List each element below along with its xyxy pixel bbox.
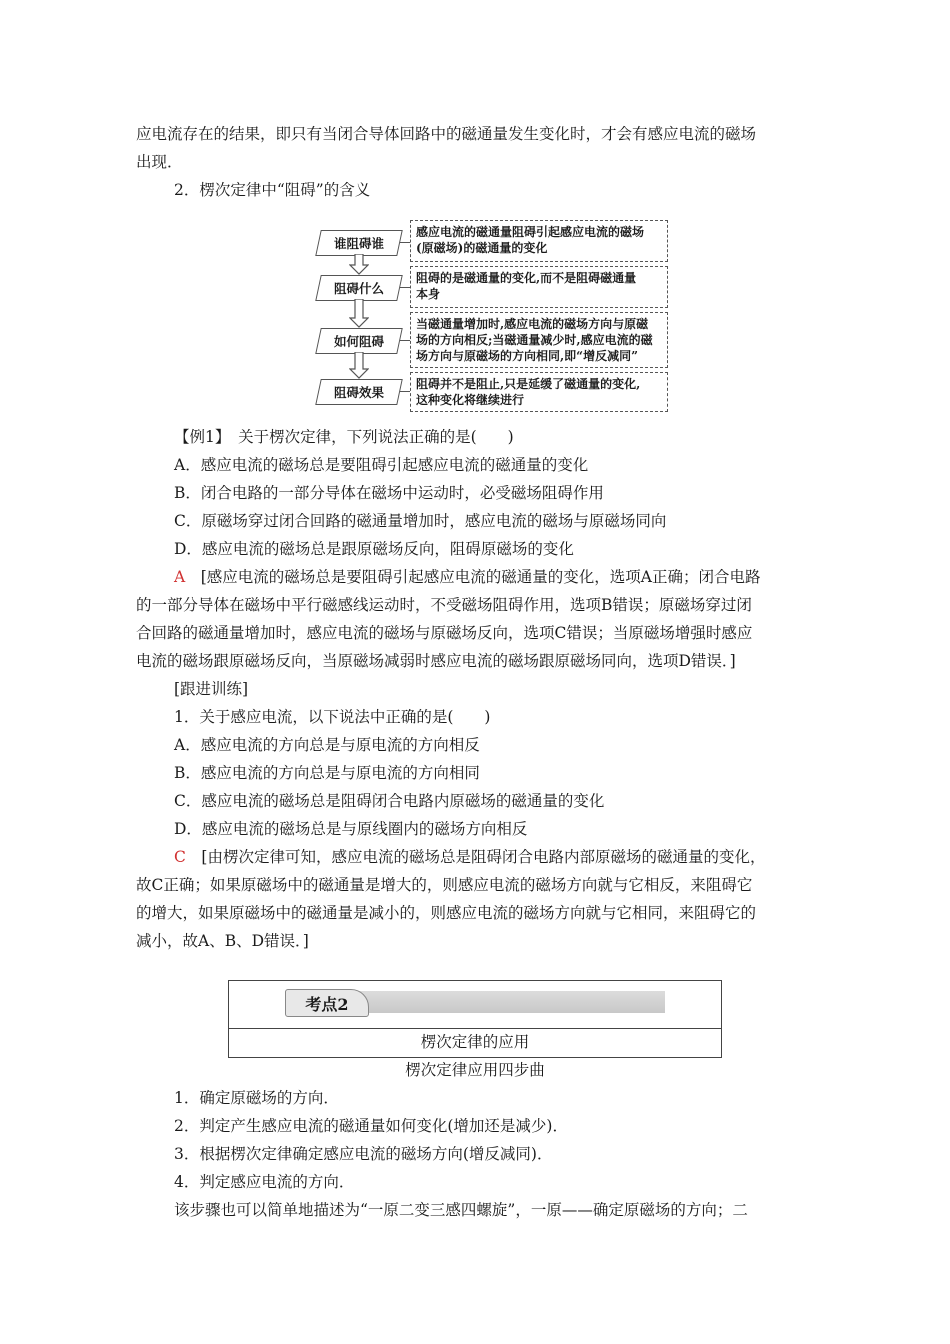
step-1: 1．确定原磁场的方向． bbox=[174, 1089, 339, 1107]
practice-option-a: A．感应电流的方向总是与原电流的方向相反 bbox=[174, 736, 480, 754]
example-1-answer-line-2: 的一部分导体在磁场中平行磁感线运动时，不受磁场阻碍作用，选项B错误；原磁场穿过闭 bbox=[136, 596, 752, 614]
flow-step-3-label: 如何阻碍 bbox=[333, 334, 384, 349]
practice-option-d: D．感应电流的磁场总是与原线圈内的磁场方向相反 bbox=[174, 820, 528, 838]
flow-note-3 bbox=[410, 312, 668, 368]
practice-answer-line-2: 故C正确；如果原磁场中的磁通量是增大的，则感应电流的磁场方向就与它相反，来阻碍它 bbox=[136, 876, 753, 894]
flowchart bbox=[316, 216, 676, 416]
practice-answer-line-1 bbox=[174, 847, 765, 867]
example-1-option-c: C．原磁场穿过闭合回路的磁通量增加时，感应电流的磁场与原磁场同向 bbox=[174, 512, 667, 530]
flow-note-2-line-2: 本身 bbox=[416, 287, 441, 301]
example-1-answer-text: [感应电流的磁场总是要阻碍引起感应电流的磁通量的变化，选项A正确；闭合电路 bbox=[200, 568, 761, 586]
practice-heading: [跟进训练] bbox=[174, 680, 249, 698]
flow-note-4-line-2: 这种变化将继续进行 bbox=[416, 393, 525, 407]
flow-note-2-line-1: 阻碍的是磁通量的变化,而不是阻碍磁通量 bbox=[416, 271, 637, 285]
flow-arrow-1-icon bbox=[349, 254, 369, 275]
flow-step-4 bbox=[315, 379, 403, 405]
practice-option-b: B．感应电流的方向总是与原电流的方向相同 bbox=[174, 764, 480, 782]
intro-line-2: 出现． bbox=[136, 153, 183, 171]
step-3: 3．根据楞次定律确定感应电流的磁场方向(增反减同)． bbox=[174, 1145, 553, 1163]
flow-note-1-line-1: 感应电流的磁通量阻碍引起感应电流的磁场 bbox=[416, 225, 645, 239]
flow-connector-1 bbox=[400, 242, 410, 243]
flow-note-4-line-1: 阻碍并不是阻止,只是延缓了磁通量的变化, bbox=[416, 377, 641, 391]
flow-step-1-label: 谁阻碍谁 bbox=[333, 236, 384, 251]
example-1-answer-line-4: 电流的磁场跟原磁场反向，当原磁场减弱时感应电流的磁场跟原磁场同向，选项D错误．] bbox=[136, 652, 736, 670]
practice-answer-text: [由楞次定律可知，感应电流的磁场总是阻碍闭合电路内部原磁场的磁通量的变化， bbox=[201, 848, 766, 866]
practice-answer-letter: C bbox=[174, 848, 186, 866]
flow-note-2 bbox=[410, 266, 668, 308]
step-4: 4．判定感应电流的方向． bbox=[174, 1173, 355, 1191]
example-1-option-b: B．闭合电路的一部分导体在磁场中运动时，必受磁场阻碍作用 bbox=[174, 484, 604, 502]
example-1-option-d: D．感应电流的磁场总是跟原磁场反向，阻碍原磁场的变化 bbox=[174, 540, 574, 558]
section-title: 楞次定律的应用 bbox=[420, 1033, 530, 1051]
flow-connector-4 bbox=[400, 391, 410, 392]
example-1-answer-letter: A bbox=[174, 568, 186, 586]
section-heading-2: 2．楞次定律中“阻碍”的含义 bbox=[174, 181, 371, 199]
flow-step-1 bbox=[315, 230, 403, 256]
section-subtitle: 楞次定律应用四步曲 bbox=[405, 1061, 545, 1079]
example-1-answer-line-3: 合回路的磁通量增加时，感应电流的磁场与原磁场反向，选项C错误；当原磁场增强时感应 bbox=[136, 624, 753, 642]
flow-note-3-line-3: 场方向与原磁场的方向相同,即“增反减同” bbox=[416, 349, 638, 363]
example-1-answer-line-1 bbox=[174, 567, 760, 587]
flow-connector-2 bbox=[400, 287, 410, 288]
practice-question: 1．关于感应电流，以下说法中正确的是( ) bbox=[174, 708, 491, 726]
section-tag: 考点2 bbox=[285, 989, 369, 1017]
closing-text: 该步骤也可以简单地描述为“一原二变三感四螺旋”，一原——确定原磁场的方向；二 bbox=[174, 1201, 748, 1219]
flow-note-1 bbox=[410, 220, 668, 262]
flow-arrow-3-icon bbox=[349, 352, 369, 379]
flow-step-3 bbox=[315, 328, 403, 354]
example-1-option-a: A．感应电流的磁场总是要阻碍引起感应电流的磁通量的变化 bbox=[174, 456, 589, 474]
flow-step-4-label: 阻碍效果 bbox=[333, 385, 384, 400]
intro-line-1: 应电流存在的结果，即只有当闭合导体回路中的磁通量发生变化时，才会有感应电流的磁场 bbox=[136, 125, 757, 143]
flow-step-2 bbox=[315, 275, 403, 301]
flow-arrow-2-icon bbox=[349, 299, 369, 328]
flow-connector-3 bbox=[400, 340, 410, 341]
practice-option-c: C．感应电流的磁场总是阻碍闭合电路内原磁场的磁通量的变化 bbox=[174, 792, 605, 810]
flow-note-4 bbox=[410, 372, 668, 412]
section-box bbox=[228, 980, 722, 1058]
example-1-question: 【例1】 关于楞次定律，下列说法正确的是( ) bbox=[174, 428, 514, 446]
practice-answer-line-3: 的增大，如果原磁场中的磁通量是减小的，则感应电流的磁场方向就与它相同，来阻碍它的 bbox=[136, 904, 757, 922]
step-2: 2．判定产生感应电流的磁通量如何变化(增加还是减少)． bbox=[174, 1117, 568, 1135]
flow-step-2-label: 阻碍什么 bbox=[333, 281, 384, 296]
section-divider bbox=[229, 1028, 721, 1029]
flow-note-3-line-1: 当磁通量增加时,感应电流的磁场方向与原磁 bbox=[416, 317, 649, 331]
flow-note-1-line-2: (原磁场)的磁通量的变化 bbox=[416, 241, 548, 255]
practice-answer-line-4: 减小，故A、B、D错误．] bbox=[136, 932, 309, 950]
flow-note-3-line-2: 场的方向相反;当磁通量减少时,感应电流的磁 bbox=[416, 333, 653, 347]
